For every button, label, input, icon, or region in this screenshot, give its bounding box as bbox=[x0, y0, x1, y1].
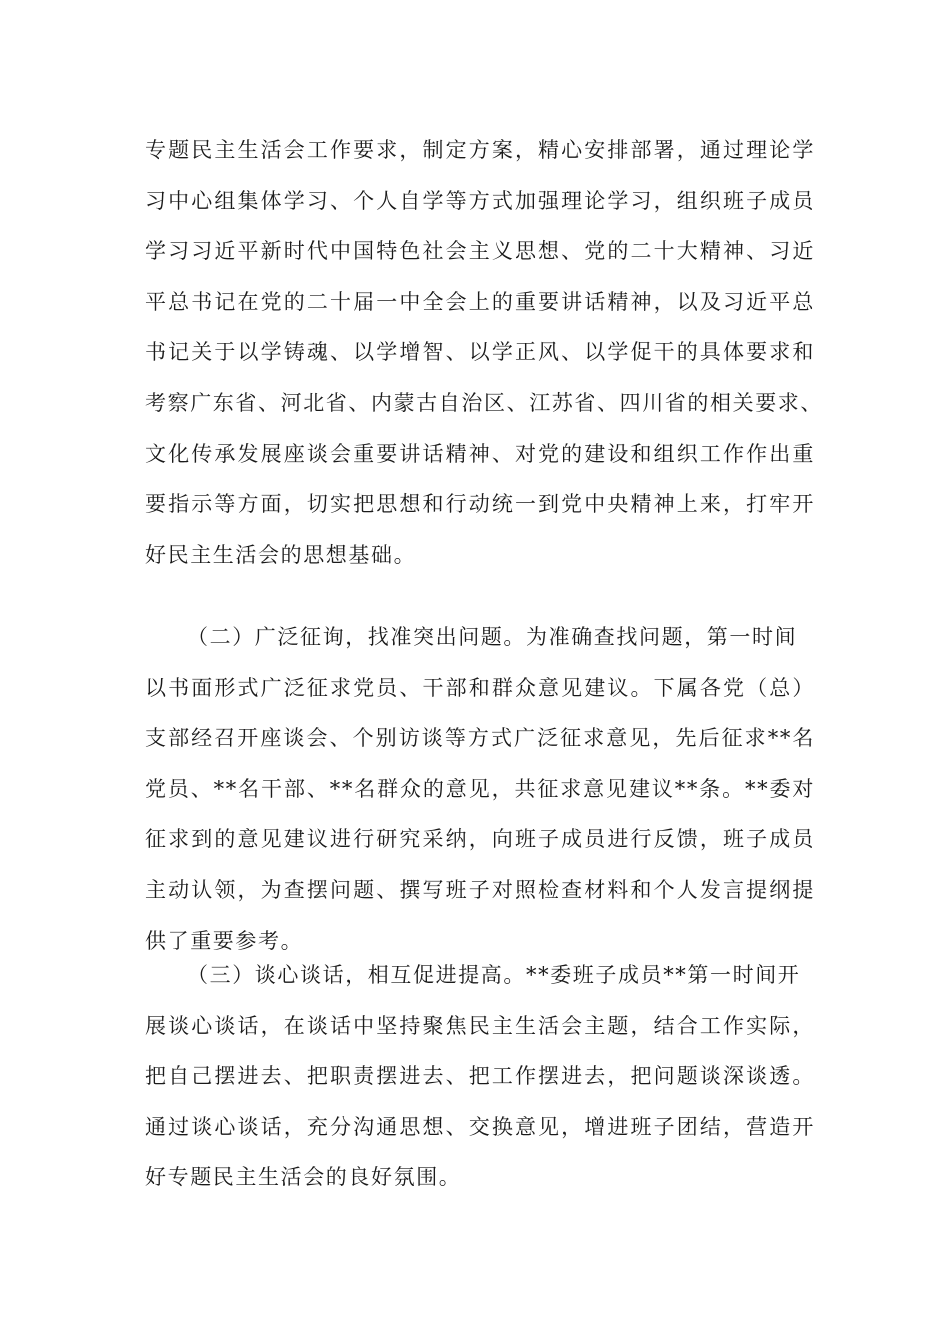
paragraph-study bbox=[145, 125, 823, 580]
text-line: 展谈心谈话，在谈话中坚持聚焦民主生活会主题，结合工作实际， bbox=[145, 1013, 815, 1038]
text-line: （三）谈心谈话，相互促进提高。**委班子成员**第一时间开 bbox=[187, 963, 801, 987]
paragraph-heart-to-heart-talks bbox=[145, 950, 815, 1203]
text-line: 学习习近平新时代中国特色社会主义思想、党的二十大精神、习近 bbox=[145, 239, 815, 264]
text-line: 征求到的意见建议进行研究采纳，向班子成员进行反馈，班子成员 bbox=[145, 827, 815, 852]
text-line: 文化传承发展座谈会重要讲话精神、对党的建设和组织工作作出重 bbox=[145, 441, 815, 466]
text-line: 书记关于以学铸魂、以学增智、以学正风、以学促干的具体要求和 bbox=[145, 340, 815, 365]
text-line: 通过谈心谈话，充分沟通思想、交换意见，增进班子团结，营造开 bbox=[145, 1114, 815, 1139]
paragraph-consultation bbox=[145, 612, 815, 966]
text-line: 支部经召开座谈会、个别访谈等方式广泛征求意见，先后征求**名 bbox=[145, 726, 815, 751]
text-line: 把自己摆进去、把职责摆进去、把工作摆进去，把问题谈深谈透。 bbox=[145, 1064, 815, 1089]
text-line: 主动认领，为查摆问题、撰写班子对照检查材料和个人发言提纲提 bbox=[145, 877, 815, 902]
text-line: （二）广泛征询，找准突出问题。为准确查找问题，第一时间 bbox=[187, 625, 798, 649]
text-line: 供了重要参考。 bbox=[145, 928, 304, 953]
text-line: 好民主生活会的思想基础。 bbox=[145, 542, 417, 567]
text-line: 党员、**名干部、**名群众的意见，共征求意见建议**条。**委对 bbox=[145, 776, 815, 801]
text-line: 以书面形式广泛征求党员、干部和群众意见建议。下属各党（总） bbox=[145, 675, 815, 700]
text-line: 考察广东省、河北省、内蒙古自治区、江苏省、四川省的相关要求、 bbox=[145, 390, 823, 415]
text-line: 要指示等方面，切实把思想和行动统一到党中央精神上来，打牢开 bbox=[145, 492, 815, 517]
text-line: 好专题民主生活会的良好氛围。 bbox=[145, 1165, 462, 1190]
text-line: 专题民主生活会工作要求，制定方案，精心安排部署，通过理论学 bbox=[145, 138, 815, 162]
text-line: 习中心组集体学习、个人自学等方式加强理论学习，组织班子成员 bbox=[145, 188, 815, 213]
text-line: 平总书记在党的二十届一中全会上的重要讲话精神，以及习近平总 bbox=[145, 289, 815, 314]
